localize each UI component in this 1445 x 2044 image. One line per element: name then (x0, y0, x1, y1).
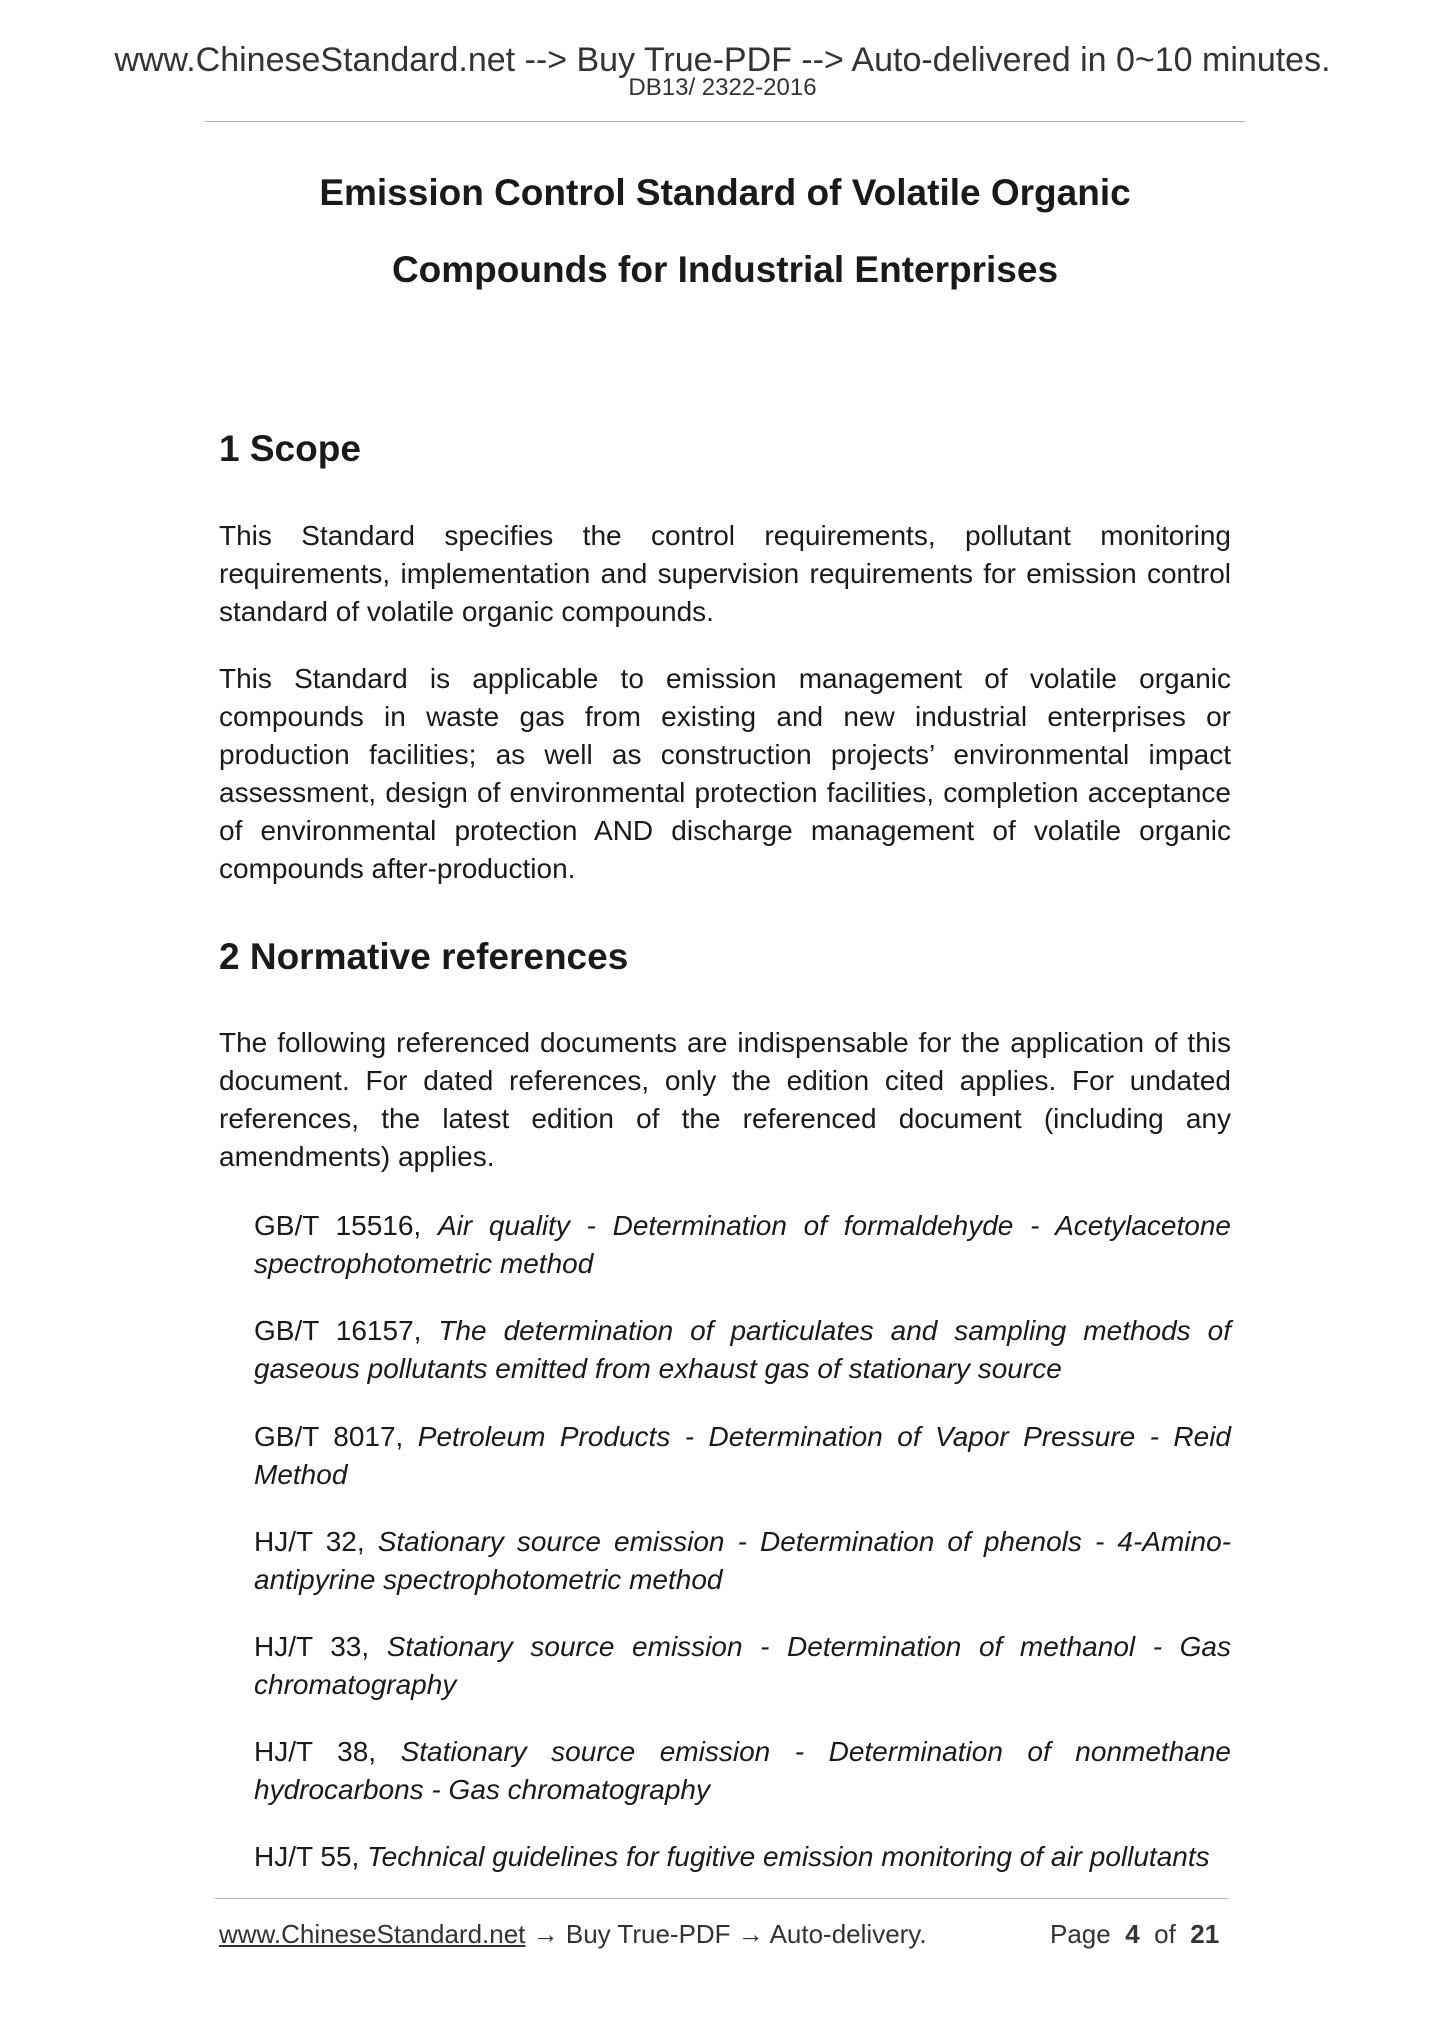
reference-title: Petroleum Products - Determination of Vapor Pressure - Reid Method (254, 1421, 1231, 1490)
document-number: DB13/ 2322-2016 (628, 74, 817, 101)
reference-code: HJ/T 38, (254, 1736, 401, 1767)
reference-code: GB/T 15516, (254, 1210, 438, 1241)
reference-title: Stationary source emission - Determination of methanol - Gas chromatography (254, 1631, 1231, 1700)
document-title-line-2: Compounds for Industrial Enterprises (391, 249, 1059, 290)
reference-item (254, 1418, 1231, 1494)
reference-code: GB/T 16157, (254, 1315, 439, 1346)
page-total: 21 (1190, 1919, 1220, 1949)
reference-title: Technical guidelines for fugitive emission monitoring of air pollutants (367, 1841, 1210, 1872)
footer-tagline: → Buy True-PDF → Auto-delivery. (525, 1919, 927, 1949)
section-1-paragraph-1: This Standard specifies the control requirements, pollutant monitoring requirements, implementation and supervision requirements for emission control standard of volatile organic compounds. (219, 520, 1231, 627)
reference-item (254, 1733, 1231, 1809)
section-1-paragraph-2: This Standard is applicable to emission management of volatile organic compounds in waste gas from existing and new industrial enterprises or production facilities; as well as construction projects’ environmental impact assessment, design of environmental protection facilities, completion acceptance of environmental protection AND discharge management of volatile organic compounds after-production. (219, 663, 1231, 884)
page-of-label: of (1154, 1919, 1176, 1949)
reference-code: HJ/T 33, (254, 1631, 387, 1662)
reference-item (254, 1207, 1231, 1283)
reference-item (254, 1523, 1231, 1599)
header-divider (205, 121, 1245, 122)
site-link[interactable]: www.ChineseStandard.net (219, 1919, 526, 1949)
page-current: 4 (1125, 1919, 1140, 1949)
reference-title: Air quality - Determination of formaldehyde - Acetylacetone spectrophotometric method (254, 1210, 1232, 1279)
section-2-heading: 2 Normative references (219, 936, 629, 977)
reference-code: GB/T 8017, (254, 1421, 418, 1452)
reference-code: HJ/T 32, (254, 1526, 378, 1557)
document-title-line-1: Emission Control Standard of Volatile Organic (319, 172, 1131, 213)
page-label: Page (1050, 1919, 1111, 1949)
reference-item (254, 1838, 1231, 1876)
page-indicator (1050, 1918, 1219, 1950)
header-banner: www.ChineseStandard.net --> Buy True-PDF --> Auto-delivered in 0~10 minutes. (114, 41, 1331, 79)
footer-divider (215, 1898, 1228, 1899)
footer-left (219, 1918, 927, 1950)
section-2-intro: The following referenced documents are indispensable for the application of this document. For dated references, only the edition cited applies. For undated references, the latest edition of the referenced document (including any amendments) applies. (219, 1027, 1231, 1172)
reference-item (254, 1628, 1231, 1704)
reference-title: Stationary source emission - Determination of phenols - 4-Amino-antipyrine spectrophotometric method (254, 1526, 1231, 1595)
reference-code: HJ/T 55, (254, 1841, 368, 1872)
section-1-heading: 1 Scope (219, 428, 361, 469)
reference-title: Stationary source emission - Determination of nonmethane hydrocarbons - Gas chromatography (254, 1736, 1231, 1805)
reference-item (254, 1312, 1231, 1388)
reference-title: The determination of particulates and sampling methods of gaseous pollutants emitted from exhaust gas of stationary source (254, 1315, 1231, 1384)
